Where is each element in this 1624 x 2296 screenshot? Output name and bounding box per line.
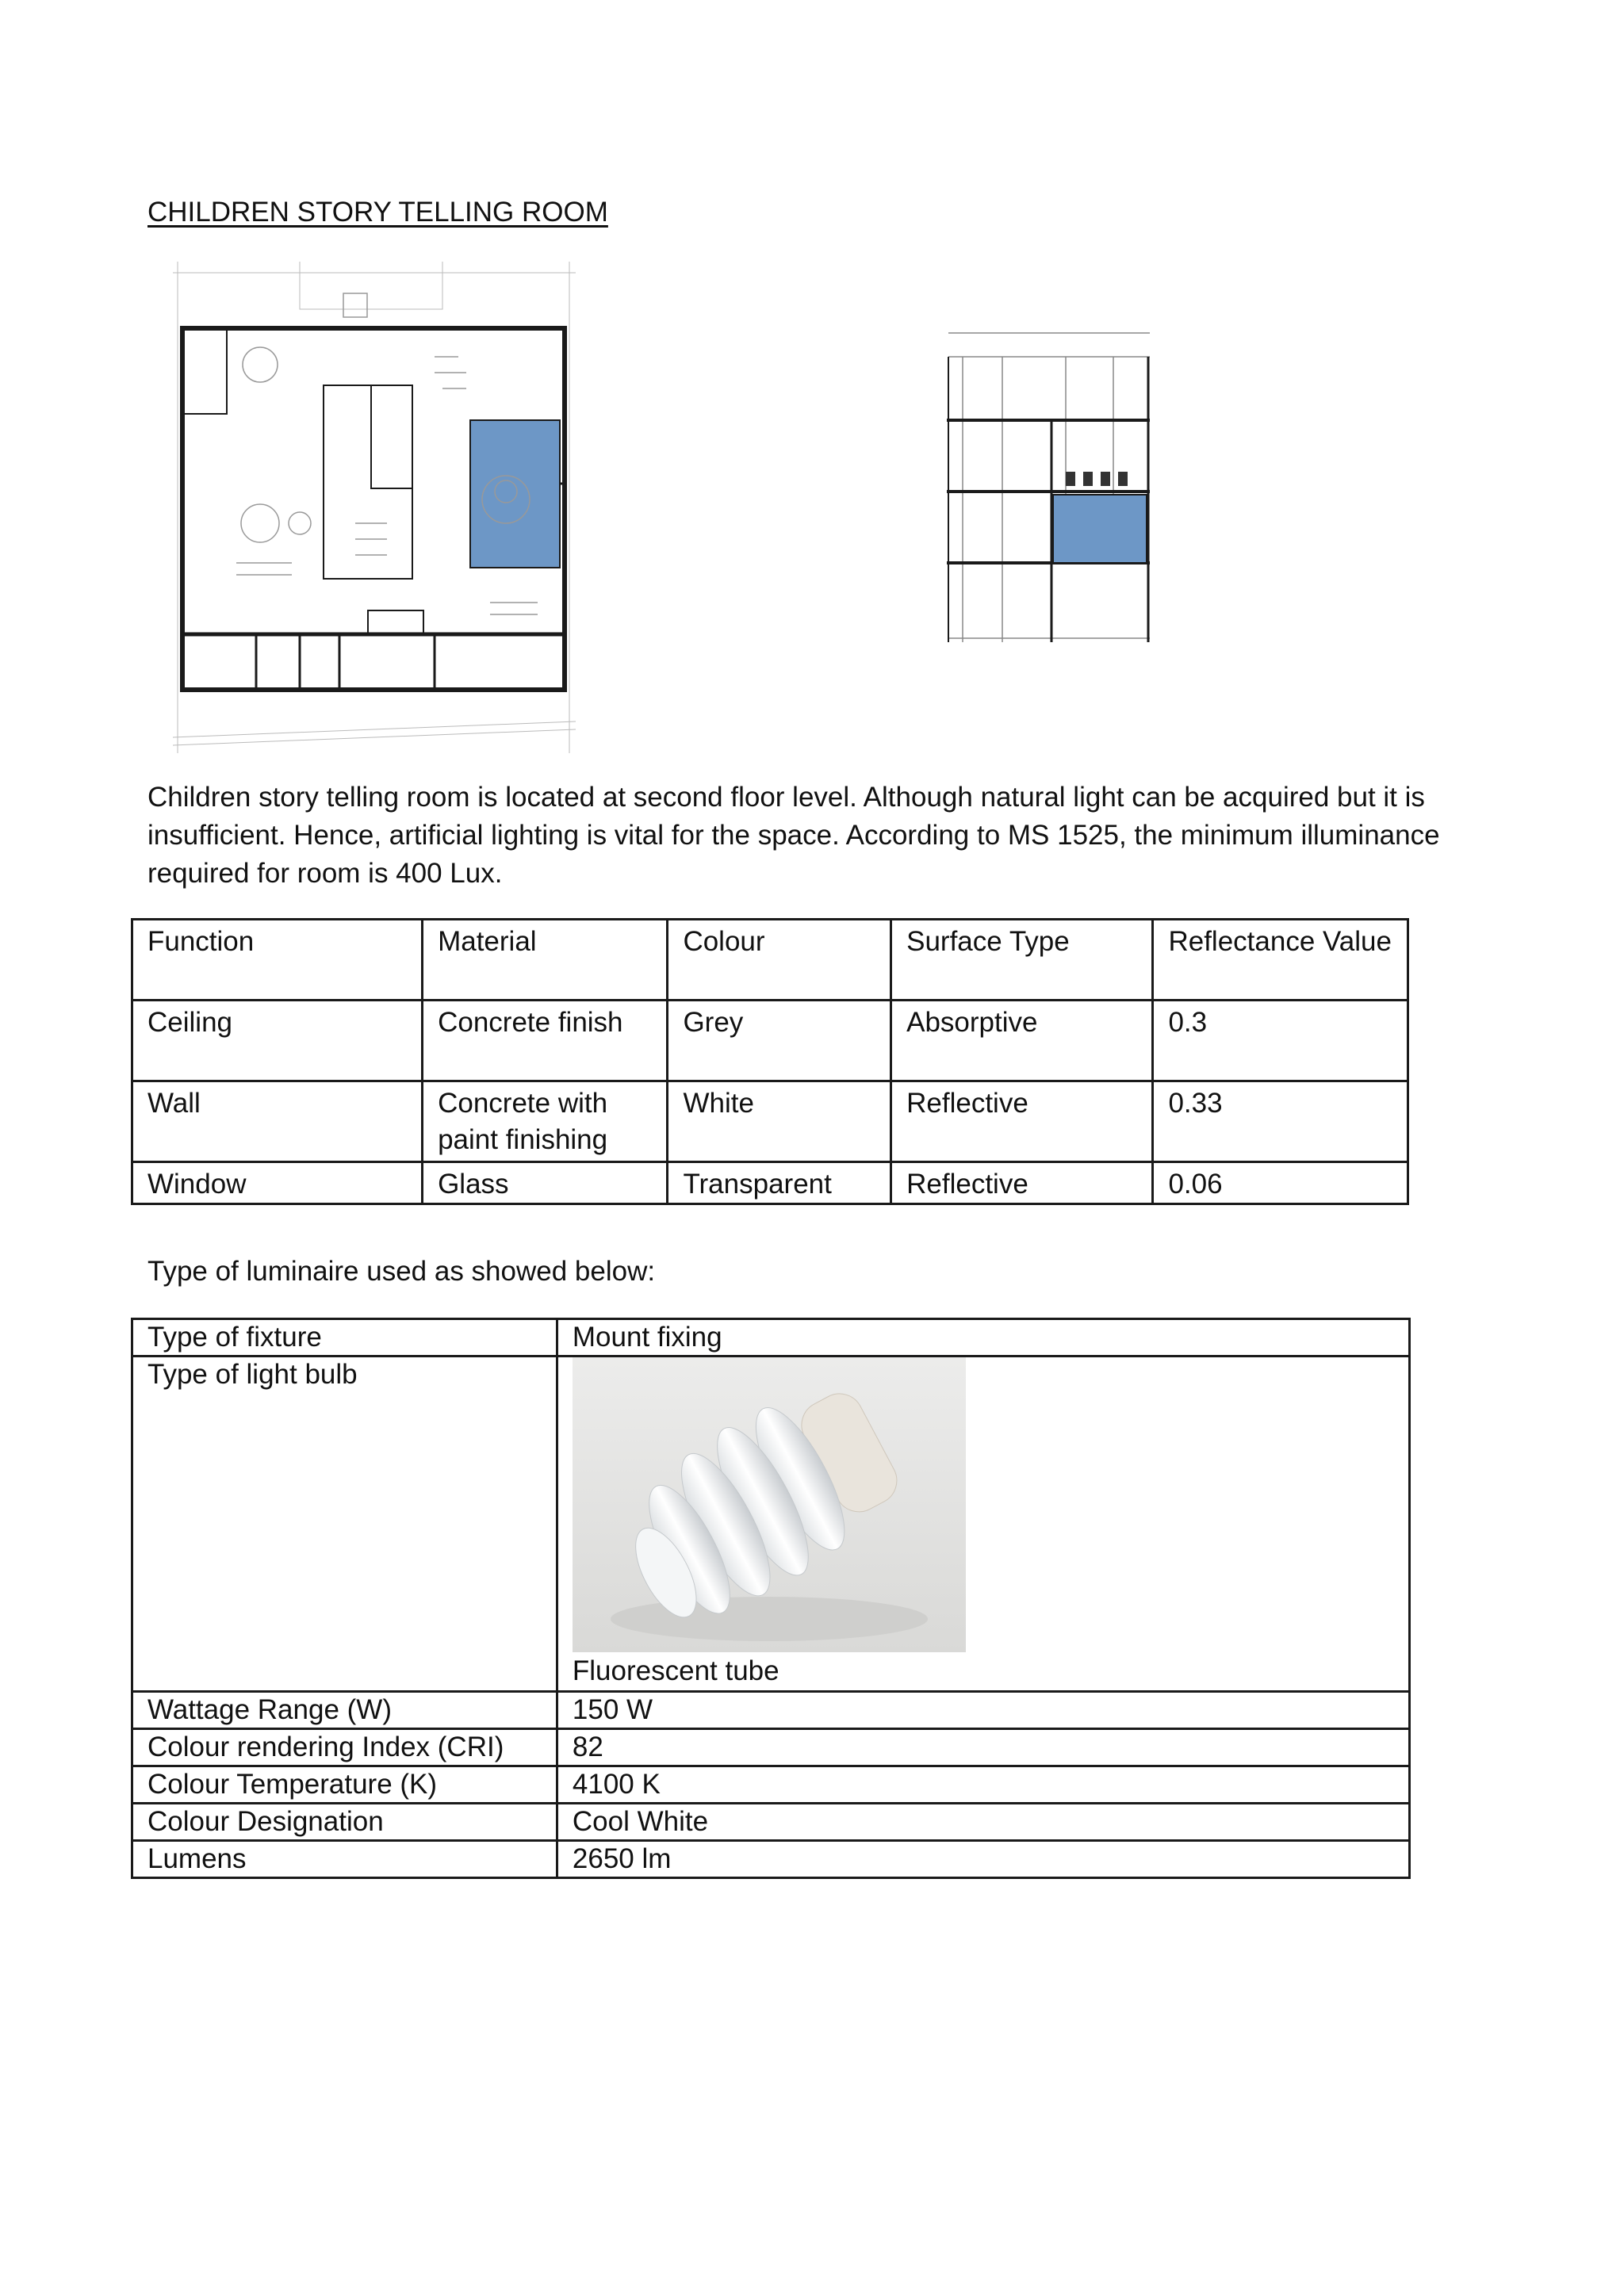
table-cell: Glass: [423, 1162, 668, 1204]
table-cell: Colour rendering Index (CRI): [132, 1729, 557, 1766]
table-cell: Reflective: [891, 1081, 1153, 1162]
header-surface-type: Surface Type: [891, 920, 1153, 1001]
bulb-cell: [557, 1357, 1409, 1692]
luminaire-table: [131, 1318, 1411, 1879]
fixture-label: Type of fixture: [132, 1319, 557, 1357]
table-row: [132, 1804, 1410, 1841]
table-cell: Transparent: [668, 1162, 891, 1204]
table-cell: Window: [132, 1162, 423, 1204]
table-row: [132, 1162, 1408, 1204]
reflectance-table: [131, 918, 1409, 1205]
table-cell: Ceiling: [132, 1001, 423, 1081]
floor-plan-drawing: [173, 262, 576, 753]
header-material: Material: [423, 920, 668, 1001]
table-cell: Wall: [132, 1081, 423, 1162]
table-cell: 0.06: [1153, 1162, 1408, 1204]
table-cell: Grey: [668, 1001, 891, 1081]
fluorescent-bulb-icon: [573, 1357, 966, 1652]
table-row: [132, 1001, 1408, 1081]
table-row: [132, 1841, 1410, 1878]
table-row: [132, 1357, 1410, 1692]
table-row: [132, 1692, 1410, 1729]
table-cell: 0.33: [1153, 1081, 1408, 1162]
table-cell: 0.3: [1153, 1001, 1408, 1081]
bulb-photo: [573, 1357, 966, 1652]
table-cell: Lumens: [132, 1841, 557, 1878]
table-cell: Wattage Range (W): [132, 1692, 557, 1729]
header-reflectance: Reflectance Value: [1153, 920, 1408, 1001]
table-header-row: [132, 920, 1408, 1001]
table-cell: Concrete finish: [423, 1001, 668, 1081]
table-row: [132, 1729, 1410, 1766]
room-highlight-section: [1053, 495, 1147, 563]
bulb-label: Type of light bulb: [132, 1357, 557, 1692]
table-cell: Reflective: [891, 1162, 1153, 1204]
room-highlight-plan: [470, 420, 560, 568]
table-cell: Colour Temperature (K): [132, 1766, 557, 1804]
table-cell: 4100 K: [557, 1766, 1409, 1804]
table-cell: Cool White: [557, 1804, 1409, 1841]
luminaire-intro: Type of luminaire used as showed below:: [147, 1256, 656, 1287]
table-cell: Colour Designation: [132, 1804, 557, 1841]
table-row: [132, 1319, 1410, 1357]
table-cell: Concrete with paint finishing: [423, 1081, 668, 1162]
table-cell: Absorptive: [891, 1001, 1153, 1081]
page-title: CHILDREN STORY TELLING ROOM: [147, 197, 608, 228]
table-cell: 82: [557, 1729, 1409, 1766]
table-cell: 150 W: [557, 1692, 1409, 1729]
bulb-value: Fluorescent tube: [572, 1655, 779, 1686]
header-function: Function: [132, 920, 423, 1001]
header-colour: Colour: [668, 920, 891, 1001]
section-drawing: [947, 325, 1150, 642]
intro-paragraph: Children story telling room is located at second floor level. Although natural light can be acquired but it is insufficient. Hence, artificial lighting is vital for the space. According to MS 1525, the minimum illuminance required for room is 400 Lux.: [147, 782, 1440, 889]
table-row: [132, 1766, 1410, 1804]
table-row: [132, 1081, 1408, 1162]
table-cell: 2650 lm: [557, 1841, 1409, 1878]
table-cell: White: [668, 1081, 891, 1162]
fixture-value: Mount fixing: [557, 1319, 1409, 1357]
